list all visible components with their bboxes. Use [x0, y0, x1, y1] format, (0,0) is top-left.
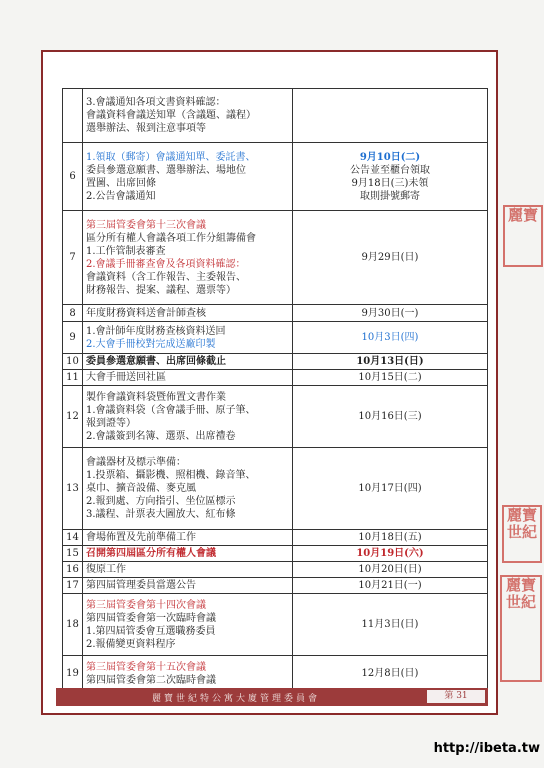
table-row	[63, 89, 488, 143]
row-number: 16	[63, 562, 83, 578]
task-cell	[83, 386, 293, 448]
task-cell	[83, 546, 293, 562]
date-text: 12月8日(日)	[361, 668, 419, 679]
row-number: 14	[63, 530, 83, 546]
table-row	[63, 386, 488, 448]
task-cell	[83, 370, 293, 386]
task-line: 1.工作管制表審查	[86, 245, 166, 257]
task-line: 報到證等）	[86, 417, 136, 429]
task-line: 2.報到處、方向指引、坐位區標示	[86, 496, 236, 507]
row-number: 11	[63, 370, 83, 386]
task-line: 召開第四屆區分所有權人會議	[86, 548, 216, 559]
task-line: 3.議程、計票表大圖放大、紅布條	[86, 509, 236, 520]
date-text: 10月3日(四)	[361, 332, 419, 343]
row-number: 12	[63, 386, 83, 448]
date-text: 9月29日(日)	[361, 252, 419, 263]
row-number: 8	[63, 305, 83, 322]
date-text: 9月30日(一)	[361, 307, 419, 319]
date-cell	[293, 322, 488, 354]
task-cell	[83, 354, 293, 370]
table-row	[63, 594, 488, 656]
date-text: 10月15日(二)	[358, 372, 422, 383]
date-text: 10月20日(日)	[358, 564, 422, 575]
footer-title: 麗寶世紀特公寓大廈管理委員會	[151, 694, 320, 704]
table-row	[63, 211, 488, 305]
date-cell	[293, 578, 488, 594]
date-cell	[293, 546, 488, 562]
task-line: 製作會議資料袋暨佈置文書作業	[86, 391, 226, 403]
table-row	[63, 578, 488, 594]
task-line: 區分所有權人會議各項工作分組籌備會	[86, 232, 256, 244]
row-number: 19	[63, 656, 83, 692]
date-text: 10月21日(一)	[358, 580, 422, 591]
date-text: 10月13日(日)	[356, 356, 424, 367]
table-row	[63, 530, 488, 546]
row-number: 10	[63, 354, 83, 370]
row-number: 9	[63, 322, 83, 354]
task-line: 財務報告、提案、議程、選票等）	[86, 284, 236, 296]
date-cell	[293, 211, 488, 305]
table-row	[63, 305, 488, 322]
task-line: 2.公告會議通知	[86, 190, 156, 202]
task-line: 第四屆管委會第二次臨時會議	[86, 674, 216, 686]
task-line: 2.會議手冊審查會及各項資料確認：	[86, 258, 246, 270]
task-line: 2.會議簽到名簿、選票、出席禮卷	[86, 430, 236, 442]
watermark-url: http://ibeta.tw	[433, 741, 540, 756]
page-number: 第 31	[427, 690, 485, 703]
task-line: 會場佈置及先前準備工作	[86, 532, 196, 543]
task-line: 委員參選意願書、出席回條截止	[86, 356, 226, 367]
task-line: 1.投票箱、攝影機、照相機、錄音筆、	[86, 470, 256, 481]
task-cell	[83, 89, 293, 143]
date-cell	[293, 656, 488, 692]
row-number: 7	[63, 211, 83, 305]
task-line: 會議資料會議送知單（含議題、議程）	[86, 110, 256, 121]
task-line: 1.會計師年度財務查核資料送回	[86, 325, 226, 337]
task-line: 3.會議通知各項文書資料確認：	[86, 97, 226, 108]
date-cell	[293, 370, 488, 386]
task-line: 第四屆管委會第一次臨時會議	[86, 612, 216, 624]
task-line: 大會手冊送回社區	[86, 372, 166, 383]
task-line: 1.會議資料袋（含會議手冊、原子筆、	[86, 404, 256, 416]
date-text: 10月18日(五)	[358, 532, 422, 543]
date-text: 取則掛號郵寄	[360, 190, 420, 202]
table-row	[63, 546, 488, 562]
date-cell	[293, 305, 488, 322]
row-number	[63, 89, 83, 143]
task-cell	[83, 322, 293, 354]
date-text: 9月18日(三)未領	[351, 177, 429, 189]
task-line: 第三屆管委會第十四次會議	[86, 599, 206, 611]
task-cell	[83, 594, 293, 656]
task-cell	[83, 562, 293, 578]
task-line: 1.領取（郵寄）會議通知單、委託書、	[86, 151, 256, 163]
task-line: 置圖、出席回條	[86, 177, 156, 189]
task-line: 第三屆管委會第十五次會議	[86, 661, 206, 673]
task-line: 會議器材及標示準備：	[86, 457, 186, 468]
task-line: 委員參選意願書、選舉辦法、場地位	[86, 164, 246, 176]
date-cell	[293, 143, 488, 211]
task-line: 2.大會手冊校對完成送廠印製	[86, 338, 216, 350]
seal-stamp: 麗寶	[503, 205, 543, 267]
date-text: 10月17日(四)	[358, 483, 422, 494]
task-line: 第三屆管委會第十三次會議	[86, 219, 206, 231]
row-number: 17	[63, 578, 83, 594]
date-cell	[293, 530, 488, 546]
table-row	[63, 354, 488, 370]
date-cell	[293, 448, 488, 530]
table-row	[63, 562, 488, 578]
task-line: 復原工作	[86, 564, 126, 575]
task-line: 2.報備變更資料程序	[86, 638, 176, 650]
task-cell	[83, 143, 293, 211]
task-line: 年度財務資料送會計師查核	[86, 307, 206, 319]
task-line: 第四屆管理委員當選公告	[86, 580, 196, 591]
date-cell	[293, 562, 488, 578]
document-page	[41, 50, 498, 715]
row-number: 15	[63, 546, 83, 562]
task-line: 1.第四屆管委會互選職務委員	[86, 625, 216, 637]
seal-stamp: 麗寶世紀	[502, 505, 542, 563]
row-number: 13	[63, 448, 83, 530]
table-row	[63, 448, 488, 530]
task-cell	[83, 305, 293, 322]
row-number: 18	[63, 594, 83, 656]
task-cell	[83, 656, 293, 692]
schedule-table	[62, 88, 488, 692]
date-text: 10月19日(六)	[356, 548, 424, 559]
date-text: 11月3日(日)	[361, 619, 419, 630]
task-cell	[83, 530, 293, 546]
date-cell	[293, 594, 488, 656]
table-row	[63, 656, 488, 692]
table-row	[63, 370, 488, 386]
date-cell	[293, 354, 488, 370]
footer-bar	[56, 688, 488, 706]
task-cell	[83, 211, 293, 305]
task-cell	[83, 578, 293, 594]
task-line: 桌巾、擴音設備、麥克風	[86, 483, 196, 494]
table-row	[63, 143, 488, 211]
date-text: 10月16日(三)	[358, 411, 422, 422]
task-cell	[83, 448, 293, 530]
date-text: 9月10日(二)	[359, 151, 421, 163]
task-line: 選舉辦法、報到注意事項等	[86, 123, 206, 134]
seal-stamp: 麗寶世紀	[500, 575, 542, 682]
date-cell	[293, 386, 488, 448]
row-number: 6	[63, 143, 83, 211]
date-cell	[293, 89, 488, 143]
table-row	[63, 322, 488, 354]
task-line: 會議資料（含工作報告、主委報告、	[86, 271, 246, 283]
date-text: 公告並至櫃台領取	[350, 164, 430, 176]
